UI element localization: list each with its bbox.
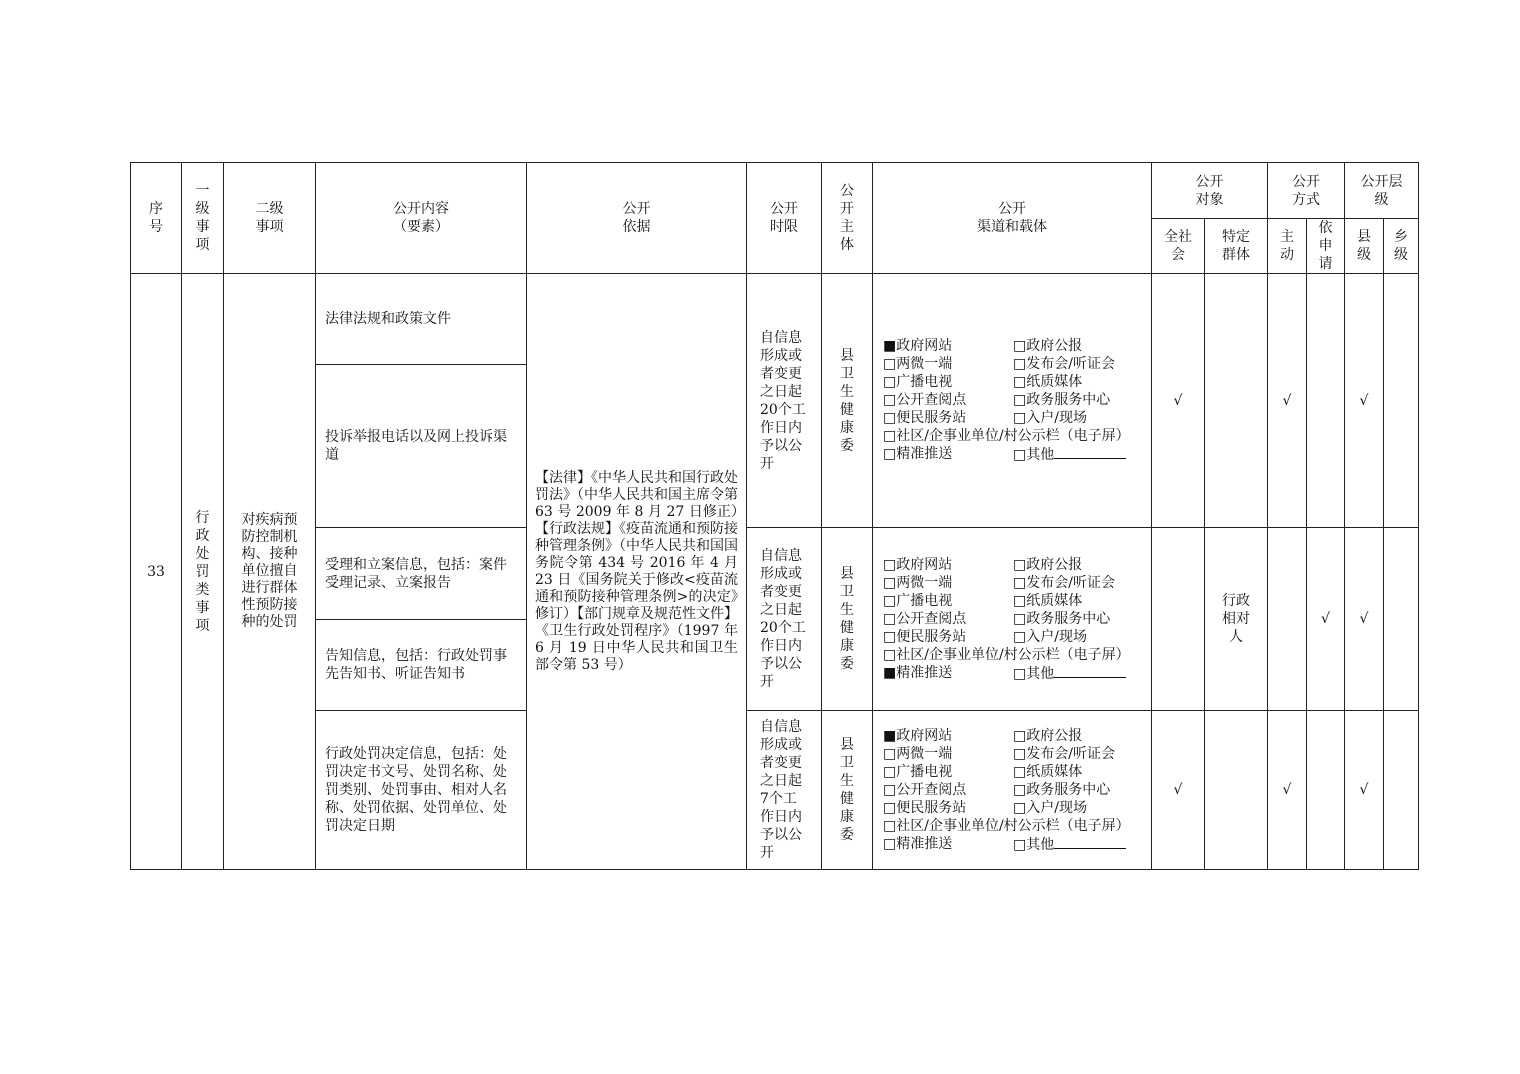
header-level-town: 乡级 xyxy=(1384,219,1419,274)
check-active: √ xyxy=(1268,274,1307,528)
group-subject: 县卫生健康委 xyxy=(822,274,873,528)
group-time: 自信息形成或者变更之日起20个工作日内予以公开 xyxy=(747,528,822,711)
header-level2: 二级事项 xyxy=(224,163,316,274)
check-all xyxy=(1152,528,1205,711)
header-basis: 公开 依据 xyxy=(527,163,747,274)
check-county: √ xyxy=(1345,274,1384,528)
row-basis: 【法律】《中华人民共和国行政处罚法》（中华人民共和国主席令第 63 号 2009 年 8 月 27 日修正）【行政法规】《疫苗流通和预防接种管理条例》（中华人民共和国国务院令第 434 号 2016 年 4 月 23 日《国务院关于修改<疫苗流通和预防接种管理条例>的决定》修订）【部门规章及规范性文件】《卫生行政处罚程序》（1997 年 6 月 19 日中华人民共和国卫生部令第 53 号） xyxy=(527,274,747,870)
group-time: 自信息形成或者变更之日起7个工作日内予以公开 xyxy=(747,711,822,870)
header-subject: 公开主体 xyxy=(822,163,873,274)
content-item: 投诉举报电话以及网上投诉渠道 xyxy=(316,365,527,528)
header-level: 公开层 级 xyxy=(1345,163,1419,219)
content-item: 法律法规和政策文件 xyxy=(316,274,527,365)
row-seq: 33 xyxy=(131,274,182,870)
group-subject: 县卫生健康委 xyxy=(822,528,873,711)
check-county: √ xyxy=(1345,711,1384,870)
check-apply xyxy=(1307,711,1345,870)
check-active: √ xyxy=(1268,711,1307,870)
disclosure-table xyxy=(130,162,1419,870)
header-mode-active: 主动 xyxy=(1268,219,1307,274)
header-level-county: 县级 xyxy=(1345,219,1384,274)
header-target: 公开 对象 xyxy=(1152,163,1268,219)
check-apply xyxy=(1307,274,1345,528)
row-level1: 行政处罚类事项 xyxy=(182,274,224,870)
target-specific xyxy=(1205,711,1268,870)
group-channels: ■政府网站 □政府公报 □两微一端 □发布会/听证会 □广播电视 □纸质媒体 □公开查阅点 □政务服务中心 □便民服务站 □入户/现场 □社区/企事业单位/村公示栏（电子屏） □精准推送 □其他 xyxy=(873,711,1152,870)
group-channels: □政府网站 □政府公报 □两微一端 □发布会/听证会 □广播电视 □纸质媒体 □公开查阅点 □政务服务中心 □便民服务站 □入户/现场 □社区/企事业单位/村公示栏（电子屏） ■精准推送 □其他 xyxy=(873,528,1152,711)
header-channel: 公开 渠道和载体 xyxy=(873,163,1152,274)
target-specific xyxy=(1205,274,1268,528)
check-all: √ xyxy=(1152,711,1205,870)
header-seq: 序号 xyxy=(131,163,182,274)
header-target-specific: 特定 群体 xyxy=(1205,219,1268,274)
check-all: √ xyxy=(1152,274,1205,528)
check-town xyxy=(1384,528,1419,711)
group-subject: 县卫生健康委 xyxy=(822,711,873,870)
check-town xyxy=(1384,711,1419,870)
header-level1: 一级事项 xyxy=(182,163,224,274)
row-level2: 对疾病预防控制机构、接种单位擅自进行群体性预防接种的处罚 xyxy=(224,274,316,870)
header-mode: 公开 方式 xyxy=(1268,163,1345,219)
header-content: 公开内容 （要素） xyxy=(316,163,527,274)
header-time: 公开 时限 xyxy=(747,163,822,274)
check-apply: √ xyxy=(1307,528,1345,711)
check-active xyxy=(1268,528,1307,711)
header-target-all: 全社 会 xyxy=(1152,219,1205,274)
content-item: 告知信息，包括：行政处罚事先告知书、听证告知书 xyxy=(316,620,527,711)
check-county: √ xyxy=(1345,528,1384,711)
content-item: 行政处罚决定信息，包括：处罚决定书文号、处罚名称、处罚类别、处罚事由、相对人名称、处罚依据、处罚单位、处罚决定日期 xyxy=(316,711,527,870)
group-channels: ■政府网站 □政府公报 □两微一端 □发布会/听证会 □广播电视 □纸质媒体 □公开查阅点 □政务服务中心 □便民服务站 □入户/现场 □社区/企事业单位/村公示栏（电子屏） □精准推送 □其他 xyxy=(873,274,1152,528)
group-time: 自信息形成或者变更之日起20个工作日内予以公开 xyxy=(747,274,822,528)
content-item: 受理和立案信息，包括：案件受理记录、立案报告 xyxy=(316,528,527,620)
target-specific: 行政相对人 xyxy=(1205,528,1268,711)
check-town xyxy=(1384,274,1419,528)
header-mode-apply: 依申请 xyxy=(1307,219,1345,274)
